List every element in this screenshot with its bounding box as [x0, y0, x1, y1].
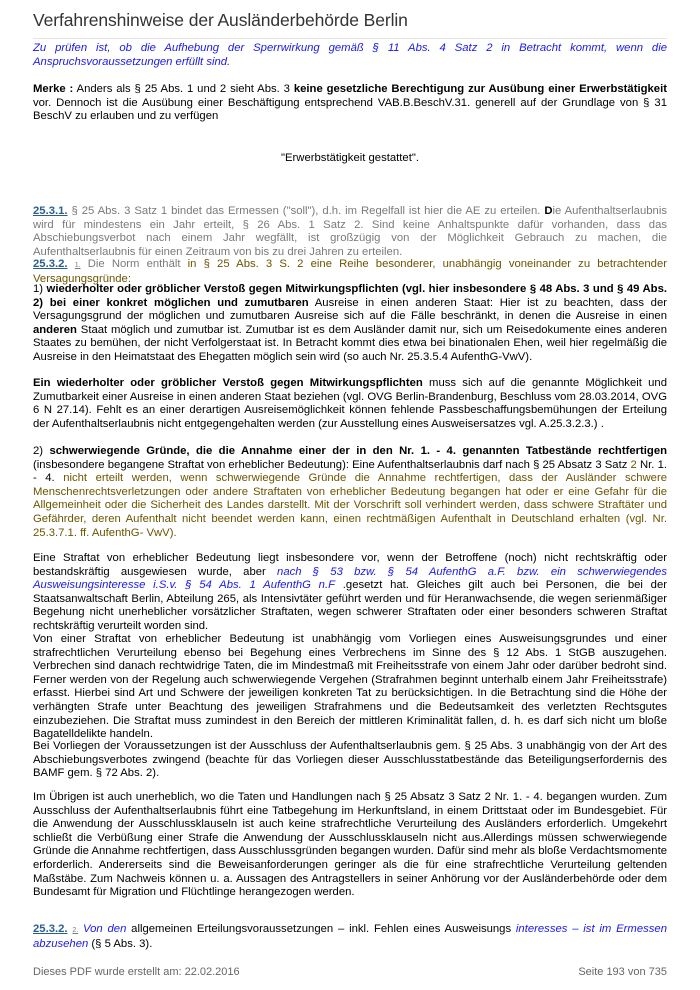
section-25-3-2-2: 25.3.2. 2. Von den allgemeinen Erteilungsvoraussetzungen – inkl. Fehlen eines Ausweisungs interesses – ist im Ermessen abzusehen (§ 5 Abs. 3). [33, 923, 667, 950]
footer-created-date: Dieses PDF wurde erstellt am: 22.02.2016 [33, 966, 240, 978]
paragraph-uebrigen: Im Übrigen ist auch unerheblich, wo die Taten und Handlungen nach § 25 Absatz 3 Satz 2 Nr. 1. - 4. begangen wurden. Zum Ausschluss der Aufenthaltserlaubnis führt eine Tatbegehung im Herkunftsland, in einem Drittstaat oder im Bundesgebiet. Für die Anwendung der Ausschlussklauseln ist auch keine strafrechtliche Verurteilung des Ausländers erforderlich. Umgekehrt schließt die Verbüßung einer Strafe die Anwendung der Ausschlussklauseln nicht aus.Allerdings müssen schwerwiegende Gründe die Annahme rechtfertigen, dass Ausschlussgründen begangen wurden. Dafür sind mehr als bloße Verdachtsmomente erforderlich. Andererseits sind die Beweisanforderungen geringer als die für eine strafrechtliche Verurteilung geltenden Maßstäbe. Zum Nachweis können u. a. Aussagen des Antragstellers in seiner Anhörung vor der Ausländerbehörde oder dem Bundesamt für Migration und Flüchtlinge herangezogen werden. [33, 791, 667, 899]
footer-page-number: Seite 193 von 735 [578, 966, 667, 978]
merke-paragraph: Merke : Anders als § 25 Abs. 1 und 2 sieht Abs. 3 keine gesetzliche Berechtigung zur Ausübung einer Erwerbstätigkeit vor. Dennoch ist die Ausübung einer Beschäftigung entsprechend VAB.B.BeschV.31. generell auf der Grundlage von § 31 BeschV zu erlauben und zu verfügen [33, 83, 667, 123]
page-title: Verfahrenshinweise der Ausländerbehörde Berlin [33, 10, 408, 30]
section-25-3-2-1: 25.3.2. 1. Die Norm enthält in § 25 Abs. 3 S. 2 eine Reihe besonderer, unabhängig voneinander zu betrachtender Versagungsgründe: [33, 258, 667, 285]
page-header [33, 10, 667, 39]
section-number: 25.3.2. [33, 923, 68, 935]
paragraph-ausschluss: Bei Vorliegen der Voraussetzungen ist der Ausschluss der Aufenthaltserlaubnis gem. § 25 Abs. 3 unabhängig von der Art des Abschiebungsverbotes zwingend (beachte für das Vorliegen dieser Ausschlusstatbestände das Beteiligungserfordernis des BAMF gem. § 72 Abs. 2). [33, 740, 667, 780]
paragraph-verstoss: Ein wiederholter oder gröblicher Verstoß gegen Mitwirkungspflichten muss sich auf die genannte Möglichkeit und Zumutbarkeit einer Ausreise in einen anderen Staat beziehen (vgl. OVG Berlin-Brandenburg, Beschluss vom 28.03.2014, OVG 6 N 27.14). Fehlt es an einer derartigen Ausreisemöglichkeit können fehlende Passbeschaffungsbemühungen der Erteilung der Aufenthaltserlaubnis nicht entgegengehalten werden (zur Ausstellung eines Ausweisersatzes vgl. A.25.3.2.3.) . [33, 377, 667, 430]
paragraph-mitwirkung: 1) wiederholter oder gröblicher Verstoß gegen Mitwirkungspflichten (vgl. hier insbesondere § 48 Abs. 3 und § 49 Abs. 2) bei einer konkret möglichen und zumutbaren Ausreise in einen anderen Staat: Hier ist zu beachten, dass der Versagungsgrund der möglichen und zumutbaren Ausreise sich auf die Fälle beschränkt, in denen die Ausreise in einen anderen Staat möglich und zumutbar ist. Zumutbar ist es dem Ausländer damit nur, sich um Reisedokumente eines anderen Staates zu bemühen, der nicht Verfolgerstaat ist. In Betracht kommt dies etwa bei binationalen Ehen, weil hier regelmäßig die Ausreise in den Heimatstaat des Ehegatten möglich sein wird (so auch Nr. 25.3.5.4 AufenthG-VwV). [33, 283, 668, 363]
paragraph-verbrechen: Von einer Straftat von erheblicher Bedeutung ist unabhängig vom Vorliegen eines Ausweisungsgrundes und einer strafrechtlichen Verurteilung ebenso bei Begehung eines Verbrechens im Sinne des § 12 Abs. 1 StGB auszugehen. Verbrechen sind danach rechtwidrige Taten, die im Mindestmaß mit Freiheitsstrafe von einem Jahr oder darüber bedroht sind. Ferner werden von der Regelung auch schwerwiegende Vergehen (Strafrahmen beginnt unterhalb einem Jahr Freiheitsstrafe) erfasst. Hierbei sind Art und Schwere der jeweiligen konkreten Tat zu berücksichtigen. In die Betrachtung sind die Höhe der verhängten Strafe unter Beachtung des jeweiligen Strafrahmens und die Bedeutsamkeit des verletzten Rechtsgutes einzubeziehen. Die Straftat muss zumindest in den Bereich der mittleren Kriminalität fallen, d. h. es darf sich nicht um bloße Bagatelldelikte handeln. [33, 633, 667, 741]
quote-paragraph: "Erwerbstätigkeit gestattet". [281, 152, 419, 164]
paragraph-gruende: 2) schwerwiegende Gründe, die die Annahme einer der in den Nr. 1. - 4. genannten Tatbestände rechtfertigen (insbesondere begangene Straftat von erheblicher Bedeutung): Eine Aufenthaltserlaubnis darf nach § 25 Absatz 3 Satz 2 Nr. 1. - 4. nicht erteilt werden, wenn schwerwiegende Gründe die Annahme rechtfertigen, dass der Ausländer schwere Menschenrechtsverletzungen oder andere Straftaten von erheblicher Bedeutung begangen hat oder er eine Gefahr für die Allgemeinheit oder die Sicherheit des Landes darstellt. Mit der Vorschrift soll verhindert werden, dass schwere Straftäter und Gefährder, deren Aufenthalt nicht beendet werden kann, einen rechtmäßigen Aufenthalt in Deutschland erhalten (vgl. Nr. 25.3.7.1. ff. AufenthG- VwV). [33, 445, 668, 539]
section-25-3-1: 25.3.1. § 25 Abs. 3 Satz 1 bindet das Ermessen ("soll"), d.h. im Regelfall ist hier die AE zu erteilen. Die Aufenthaltserlaubnis wird für mindestens ein Jahr erteilt, § 26 Abs. 1 Satz 2. Sind keine Anhaltspunkte dafür vorhanden, dass das Abschiebungsverbot nach einem Jahr wegfällt, ist großzügig von der Möglichkeit Gebrauch zu machen, die Aufenthaltserlaubnis für einen Zeitraum von bis zu drei Jahren zu erteilen. [33, 205, 667, 258]
section-number: 25.3.2. [33, 258, 68, 270]
intro-paragraph: Zu prüfen ist, ob die Aufhebung der Sperrwirkung gemäß § 11 Abs. 4 Satz 2 in Betracht kommt, wenn die Anspruchsvoraussetzungen erfüllt sind. [33, 42, 667, 68]
paragraph-straftat: Eine Straftat von erheblicher Bedeutung liegt insbesondere vor, wenn der Betroffene (noch) nicht rechtskräftig oder bestandskräftig ausgewiesen wurde, aber nach § 53 bzw. § 54 AufenthG a.F. bzw. ein schwerwiegendes Ausweisungsinteresse i.S.v. § 54 Abs. 1 AufenthG n.F .gesetzt hat. Gleiches gilt auch bei Personen, die bei der Staatsanwaltschaft Berlin, Abteilung 265, als Intensivtäter geführt werden und für Heranwachsende, die wegen serienmäßiger Begehung nicht unerheblicher vorsätzlicher Straftaten, wegen schwerer Straftaten oder einer besonders schweren Straftat rechtskräftig verurteilt worden sind. [33, 552, 668, 632]
section-number: 25.3.1. [33, 205, 68, 217]
